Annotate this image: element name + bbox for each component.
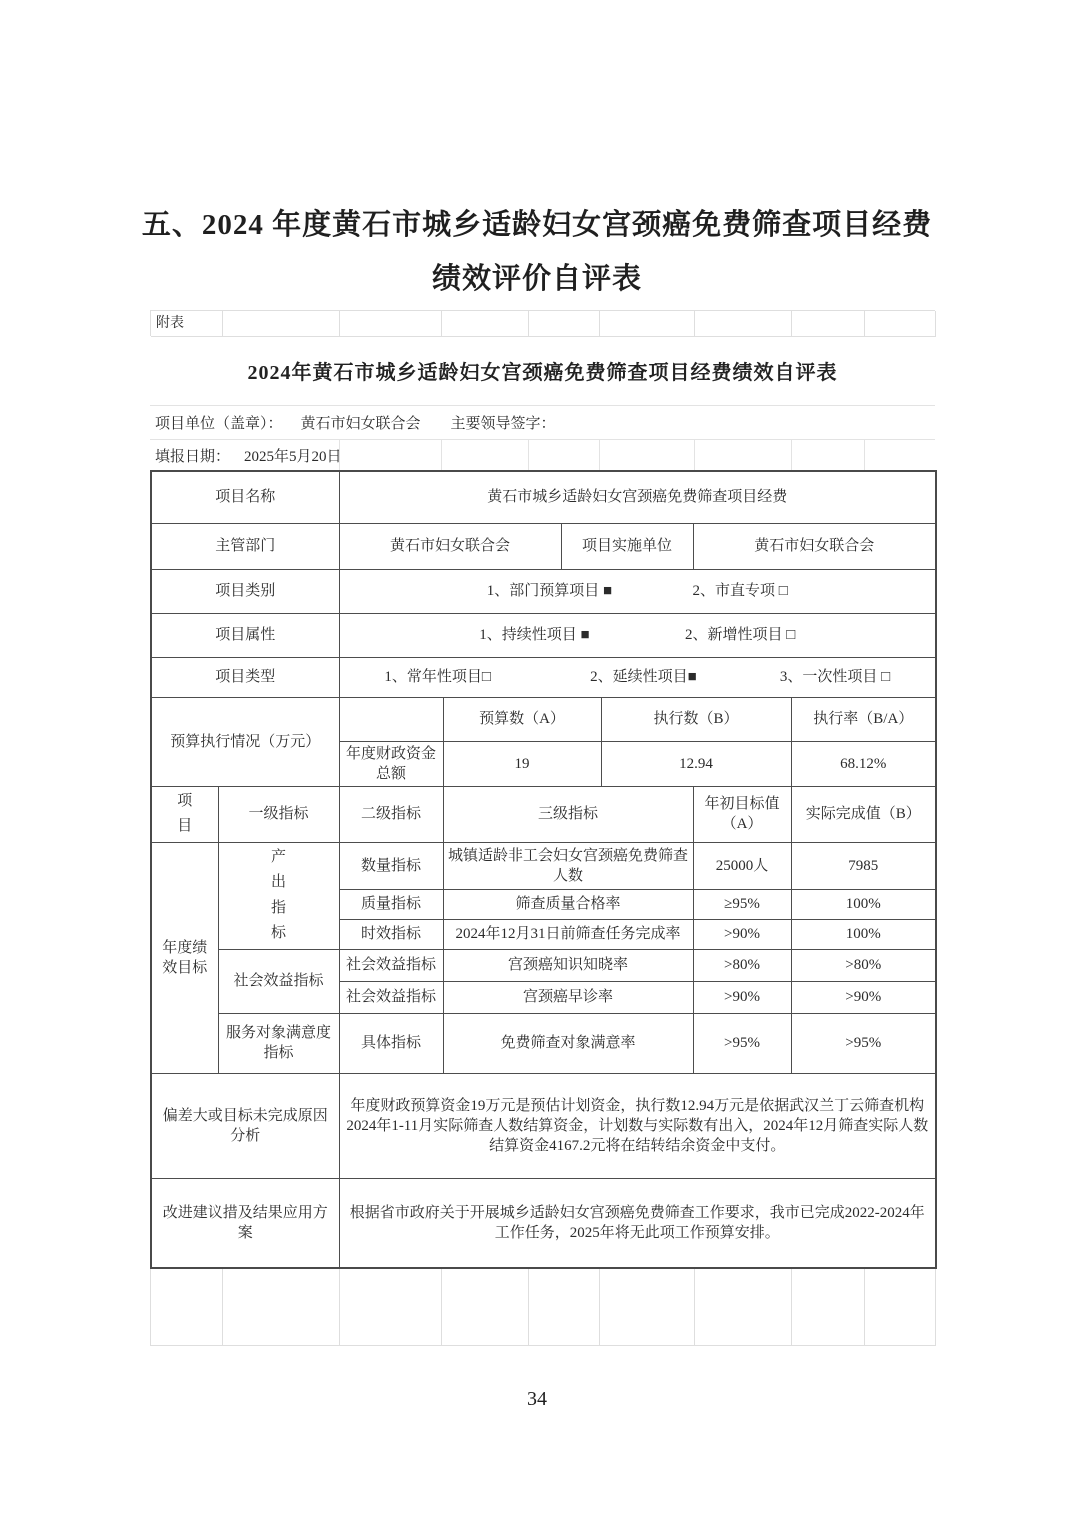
attribute-option-1: 1、持续性项目 ■: [479, 627, 590, 643]
table-row: [151, 1013, 936, 1073]
sheet-title: 2024年黄石市城乡适龄妇女宫颈癌免费筛查项目经费绩效自评表: [247, 362, 838, 384]
budget-section-label: 预算执行情况（万元）: [151, 697, 339, 786]
output-group-label: [218, 842, 339, 949]
deviation-label: 偏差大或目标未完成原因分析: [151, 1073, 339, 1178]
indicators-col-l2: 二级指标: [339, 786, 443, 842]
table-row: [151, 786, 936, 842]
type-option-2: 2、延续性项目■: [590, 669, 697, 685]
indicator-l2: 质量指标: [339, 889, 443, 919]
table-row: [151, 697, 936, 741]
indicator-actual: 7985: [791, 842, 936, 889]
document-title-line2: 绩效评价自评表: [431, 263, 642, 295]
type-options: [339, 657, 936, 697]
indicator-l3: 2024年12月31日前筛查任务完成率: [443, 919, 693, 949]
budget-row-label: 年度财政资金总额: [339, 741, 443, 786]
empty-grid-cell: [442, 311, 529, 337]
indicator-l2: 社会效益指标: [339, 949, 443, 981]
empty-grid-cell: [600, 1269, 695, 1346]
social-group-label: 社会效益指标: [218, 949, 339, 1013]
unit-value: 黄石市妇女联合会: [300, 416, 421, 432]
indicator-l3: 宫颈癌早诊率: [443, 981, 693, 1013]
grid-line: [791, 440, 792, 470]
indicator-l3: 宫颈癌知识知晓率: [443, 949, 693, 981]
budget-col-rate: 执行率（B/A）: [791, 697, 936, 741]
table-row: [151, 523, 936, 569]
indicator-target: >90%: [693, 981, 791, 1013]
document-title: [0, 198, 1074, 306]
indicators-col-actual: 实际完成值（B）: [791, 786, 936, 842]
attachment-label: 附表: [151, 311, 223, 337]
indicator-target: >95%: [693, 1013, 791, 1073]
grid-line: [339, 440, 340, 470]
indicator-target: >90%: [693, 919, 791, 949]
table-row: [151, 949, 936, 981]
empty-grid-cell: [695, 1269, 792, 1346]
indicator-actual: 100%: [791, 889, 936, 919]
table-row: [151, 613, 936, 657]
table-row: [151, 471, 936, 523]
budget-col-exec: 执行数（B）: [601, 697, 791, 741]
empty-grid-cell: [865, 311, 936, 337]
category-option-2: 2、市直专项 □: [692, 583, 788, 599]
attribute-option-2: 2、新增性项目 □: [685, 627, 796, 643]
table-row: [151, 569, 936, 613]
document-title-line1: 五、2024 年度黄石市城乡适龄妇女宫颈癌免费筛查项目经费: [141, 209, 933, 241]
empty-grid-cell: [695, 311, 792, 337]
empty-grid-cell: [529, 1269, 600, 1346]
table-row: [151, 657, 936, 697]
indicator-target: ≥95%: [693, 889, 791, 919]
indicators-col-project-text: 项目: [177, 792, 193, 834]
dept-label: 主管部门: [151, 523, 339, 569]
indicator-l3: 城镇适龄非工会妇女宫颈癌免费筛查人数: [443, 842, 693, 889]
satisfaction-group-label: 服务对象满意度指标: [218, 1013, 339, 1073]
attachment-row: [150, 310, 935, 336]
indicator-target: 25000人: [693, 842, 791, 889]
budget-col-budget: 预算数（A）: [443, 697, 601, 741]
indicators-col-l1: 一级指标: [218, 786, 339, 842]
leader-sign-label: 主要领导签字：: [450, 416, 556, 432]
category-option-1: 1、部门预算项目 ■: [486, 583, 613, 599]
type-label: 项目类型: [151, 657, 339, 697]
empty-grid-cell: [865, 1269, 936, 1346]
empty-grid-cell: [792, 311, 865, 337]
improvement-label: 改进建议措及结果应用方案: [151, 1178, 339, 1268]
grid-line: [528, 440, 529, 470]
empty-grid-cell: [151, 1269, 223, 1346]
empty-grid-cell: [340, 311, 442, 337]
type-option-3: 3、一次性项目 □: [779, 669, 891, 685]
empty-grid-cell: [600, 311, 695, 337]
empty-grid-cell: [340, 1269, 442, 1346]
project-name-value: 黄石市城乡适龄妇女宫颈癌免费筛查项目经费: [339, 471, 936, 523]
indicator-l2: 数量指标: [339, 842, 443, 889]
self-evaluation-table: [150, 470, 937, 1269]
unit-label: 项目单位（盖章）：: [155, 416, 283, 432]
report-date-label: 填报日期：: [155, 448, 231, 465]
indicator-l2: 具体指标: [339, 1013, 443, 1073]
output-group-label-text: 产出指标: [270, 848, 286, 941]
indicator-actual: >90%: [791, 981, 936, 1013]
budget-empty-cell: [339, 697, 443, 741]
indicator-l2: 时效指标: [339, 919, 443, 949]
table-row: [151, 1178, 936, 1268]
grid-line: [441, 440, 442, 470]
grid-line: [599, 440, 600, 470]
indicators-col-project: [151, 786, 218, 842]
category-options: [339, 569, 936, 613]
report-date-line: [150, 440, 935, 470]
indicator-actual: >80%: [791, 949, 936, 981]
empty-grid-cell: [792, 1269, 865, 1346]
category-label: 项目类别: [151, 569, 339, 613]
attribute-label: 项目属性: [151, 613, 339, 657]
dept-value: 黄石市妇女联合会: [339, 523, 561, 569]
spreadsheet-area: [150, 310, 935, 1346]
empty-grid-cell: [442, 1269, 529, 1346]
indicator-target: >80%: [693, 949, 791, 981]
grid-line: [694, 440, 695, 470]
rate-value: 68.12%: [791, 741, 936, 786]
grid-line: [864, 440, 865, 470]
indicator-l2: 社会效益指标: [339, 981, 443, 1013]
empty-grid-row: [150, 1269, 935, 1346]
project-name-label: 项目名称: [151, 471, 339, 523]
improvement-text: 根据省市政府关于开展城乡适龄妇女宫颈癌免费筛查工作要求，我市已完成2022-2024年工作任务，2025年将无此项工作预算安排。: [339, 1178, 936, 1268]
table-row: [151, 1073, 936, 1178]
indicators-group-label: 年度绩效目标: [151, 842, 218, 1073]
exec-value: 12.94: [601, 741, 791, 786]
unit-line: [150, 405, 935, 440]
empty-grid-cell: [223, 1269, 340, 1346]
indicator-l3: 筛查质量合格率: [443, 889, 693, 919]
type-option-1: 1、常年性项目□: [384, 669, 491, 685]
indicator-actual: >95%: [791, 1013, 936, 1073]
page-number: 34: [527, 1388, 547, 1410]
empty-grid-cell: [529, 311, 600, 337]
deviation-text: 年度财政预算资金19万元是预估计划资金，执行数12.94万元是依据武汉兰丁云筛查机构2024年1-11月实际筛查人数结算资金，计划数与实际数有出入，2024年12月筛查实际人数结算资金4167.2元将在结转结余资金中支付。: [339, 1073, 936, 1178]
indicators-col-target: 年初目标值（A）: [693, 786, 791, 842]
report-date-value: 2025年5月20日: [244, 448, 342, 465]
indicator-actual: 100%: [791, 919, 936, 949]
impl-unit-label: 项目实施单位: [561, 523, 693, 569]
budget-value: 19: [443, 741, 601, 786]
attribute-options: [339, 613, 936, 657]
impl-unit-value: 黄石市妇女联合会: [693, 523, 936, 569]
empty-grid-cell: [223, 311, 340, 337]
table-row: [151, 842, 936, 889]
indicator-l3: 免费筛查对象满意率: [443, 1013, 693, 1073]
indicators-col-l3: 三级指标: [443, 786, 693, 842]
